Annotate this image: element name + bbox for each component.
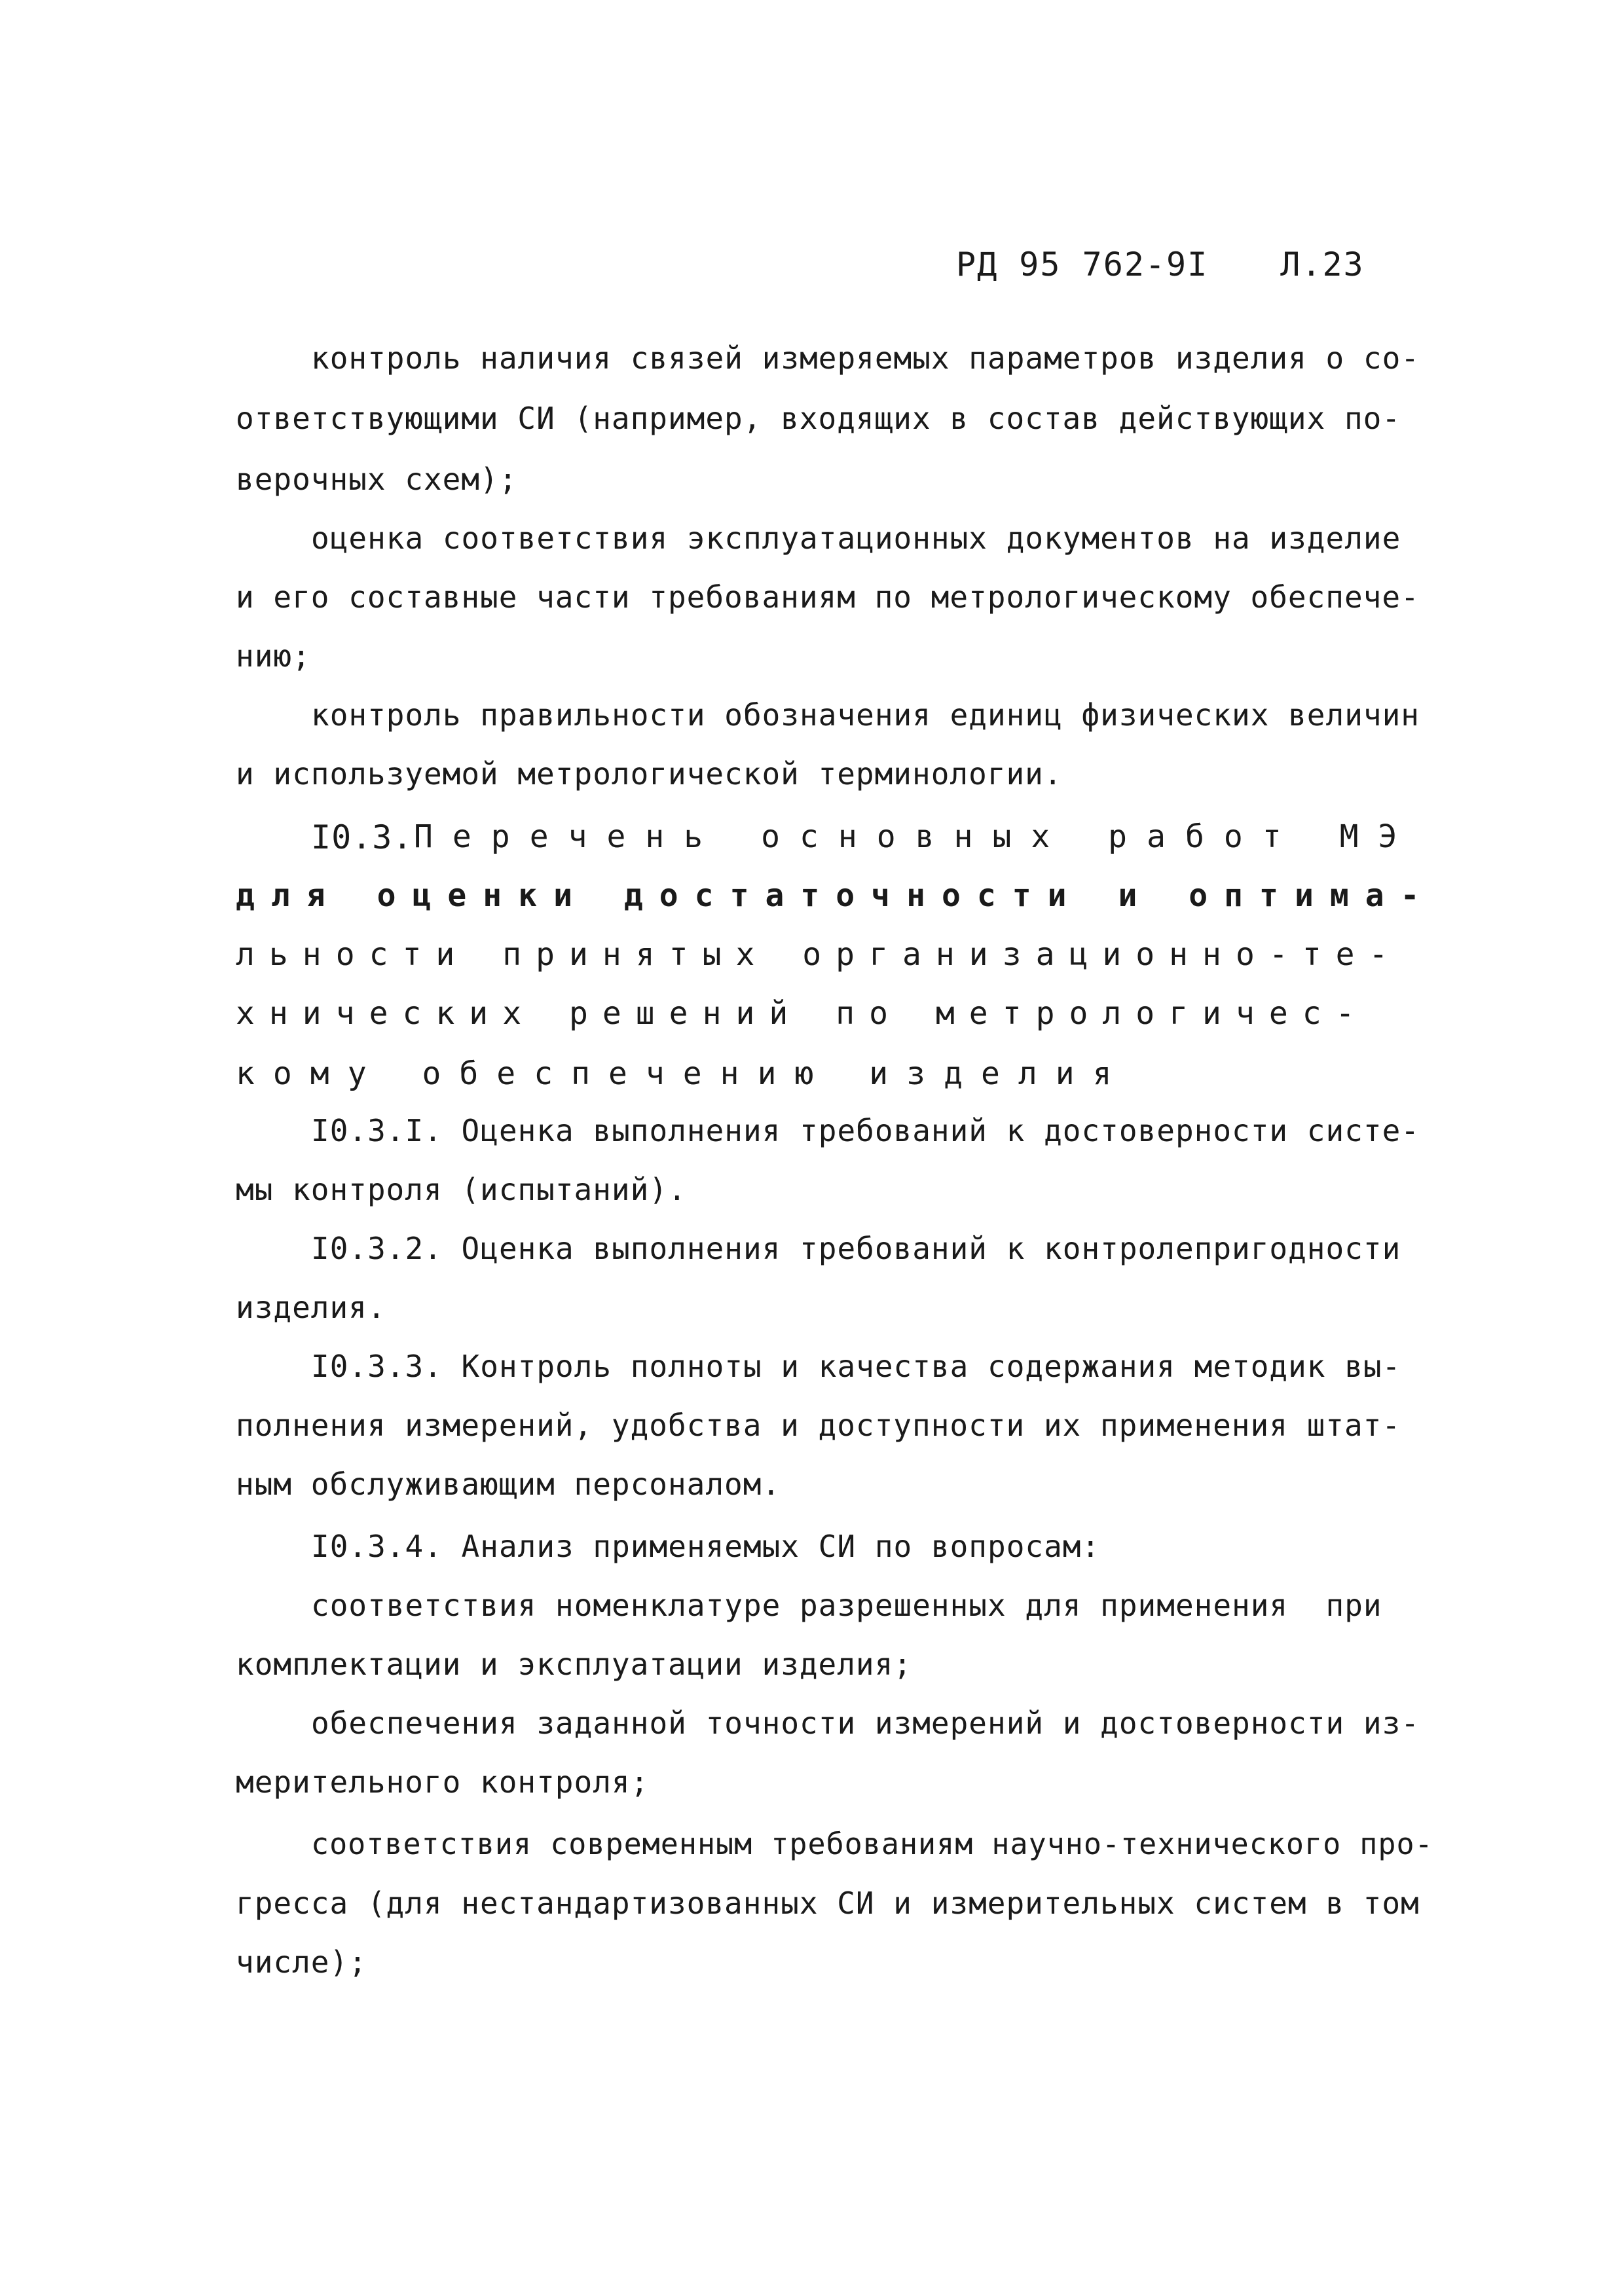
text-line: соответствия номенклатуре разрешенных для применения при bbox=[311, 1588, 1382, 1623]
text-line: гресса (для нестандартизованных СИ и измерительных систем в том bbox=[236, 1886, 1420, 1921]
document-code: РД 95 762-9I bbox=[956, 246, 1209, 283]
text-line: контроль наличия связей измеряемых параметров изделия о со- bbox=[311, 340, 1420, 376]
section-heading-line: кому обеспечению изделия bbox=[236, 1055, 1130, 1092]
text-line: мы контроля (испытаний). bbox=[236, 1172, 687, 1207]
text-line: ным обслуживающим персоналом. bbox=[236, 1467, 781, 1502]
text-line: обеспечения заданной точности измерений и достоверности из- bbox=[311, 1705, 1420, 1741]
text-line: I0.3.3. Контроль полноты и качества содержания методик вы- bbox=[311, 1349, 1401, 1384]
text-line: и используемой метрологической терминологии. bbox=[236, 756, 1063, 792]
text-line: I0.3.2. Оценка выполнения требований к контролепригодности bbox=[311, 1231, 1401, 1266]
text-line: комплектации и эксплуатации изделия; bbox=[236, 1647, 912, 1682]
sheet-number: Л.23 bbox=[1280, 246, 1365, 283]
section-heading-line: Перечень основных работ МЭ bbox=[414, 818, 1417, 855]
text-line: соответствия современным требованиям научно-технического про- bbox=[311, 1827, 1433, 1861]
text-line: и его составные части требованиям по метрологическому обеспече- bbox=[236, 579, 1420, 615]
text-line: нию; bbox=[236, 638, 311, 674]
text-line: I0.3.I. Оценка выполнения требований к достоверности систе- bbox=[311, 1113, 1420, 1148]
text-line: оценка соответствия эксплуатационных документов на изделие bbox=[311, 520, 1401, 556]
page-header bbox=[956, 246, 1365, 283]
text-line: ответствующими СИ (например, входящих в состав действующих по- bbox=[236, 401, 1401, 436]
section-heading-line: льности принятых организационно-те- bbox=[236, 936, 1403, 973]
text-line: полнения измерений, удобства и доступности их применения штат- bbox=[236, 1408, 1401, 1443]
section-heading-line: для оценки достаточности и оптима- bbox=[236, 877, 1436, 914]
text-line: I0.3.4. Анализ применяемых СИ по вопросам: bbox=[311, 1529, 1101, 1564]
text-line: мерительного контроля; bbox=[236, 1764, 650, 1800]
text-line: контроль правильности обозначения единиц физических величин bbox=[311, 697, 1420, 733]
text-line: изделия. bbox=[236, 1290, 386, 1325]
text-line: верочных схем); bbox=[236, 462, 518, 497]
section-number: I0.3. bbox=[311, 818, 413, 856]
text-line: числе); bbox=[236, 1944, 367, 1980]
section-heading-line: хнических решений по метрологичес- bbox=[236, 995, 1369, 1032]
